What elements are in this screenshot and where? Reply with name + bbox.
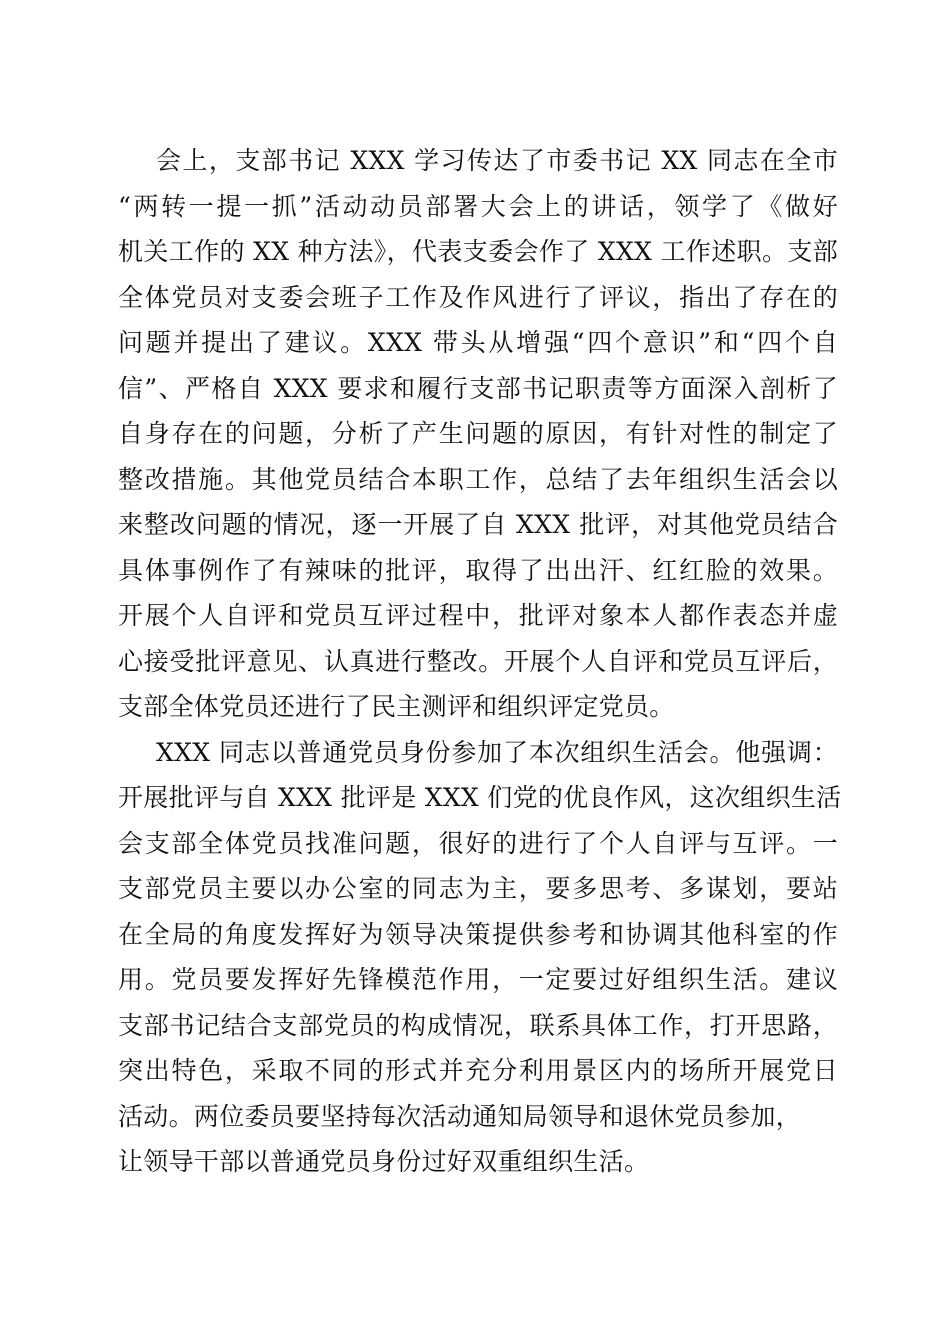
paragraph-1-line-4: 全体党员对支委会班子工作及作风进行了评议，指出了存在的 (118, 282, 838, 312)
paragraph-1-line-13: 支部全体党员还进行了民主测评和组织评定党员。 (118, 692, 675, 721)
paragraph-2-line-9: 活动。两位委员要坚持每次活动通知局领导和退休党员参加， (118, 1101, 802, 1131)
paragraph-1-line-7: 自身存在的问题，分析了产生问题的原因，有针对性的制定了 (118, 419, 838, 448)
paragraph-2-line-7: 支部书记结合支部党员的构成情况，联系具体工作，打开思路， (118, 1010, 838, 1040)
paragraph-1-line-3: 机关工作的 XX 种方法》，代表支委会作了 XXX 工作述职。支部 (118, 237, 838, 266)
paragraph-1-line-8: 整改措施。其他党员结合本职工作，总结了去年组织生活会以 (118, 464, 838, 494)
paragraph-2-line-4: 支部党员主要以办公室的同志为主，要多思考、多谋划，要站 (118, 874, 838, 903)
paragraph-2-line-2: 开展批评与自 XXX 批评是 XXX 们党的优良作风，这次组织生活 (118, 783, 842, 812)
paragraph-2-line-8: 突出特色，采取不同的形式并充分利用景区内的场所开展党日 (118, 1056, 838, 1085)
paragraph-1-line-10: 具体事例作了有辣味的批评，取得了出出汗、红红脸的效果。 (118, 555, 838, 585)
paragraph-1-line-1: 会上，支部书记 XXX 学习传达了市委书记 XX 同志在全市 (156, 146, 838, 175)
paragraph-2-line-1: XXX 同志以普通党员身份参加了本次组织生活会。他强调： (156, 737, 838, 767)
body-text (118, 138, 842, 1185)
paragraph-2-line-5: 在全局的角度发挥好为领导决策提供参考和协调其他科室的作 (118, 919, 838, 949)
paragraph-1-line-2: “两转一提一抓”活动动员部署大会上的讲话，领学了《做好 (118, 191, 838, 221)
paragraph-2-line-3: 会支部全体党员找准问题，很好的进行了个人自评与互评。一 (118, 828, 838, 858)
paragraph-1-line-5: 问题并提出了建议。XXX 带头从增强“四个意识”和“四个自 (118, 328, 838, 357)
paragraph-2-line-6: 用。党员要发挥好先锋模范作用，一定要过好组织生活。建议 (118, 965, 838, 994)
paragraph-1-line-9: 来整改问题的情况，逐一开展了自 XXX 批评，对其他党员结合 (118, 510, 838, 539)
paragraph-1-line-6: 信”、严格自 XXX 要求和履行支部书记职责等方面深入剖析了 (118, 373, 838, 403)
paragraph-1-line-11: 开展个人自评和党员互评过程中，批评对象本人都作表态并虚 (118, 601, 838, 630)
paragraph-2-line-10: 让领导干部以普通党员身份过好双重组织生活。 (118, 1147, 650, 1176)
paragraph-1-line-12: 心接受批评意见、认真进行整改。开展个人自评和党员互评后， (118, 646, 838, 676)
